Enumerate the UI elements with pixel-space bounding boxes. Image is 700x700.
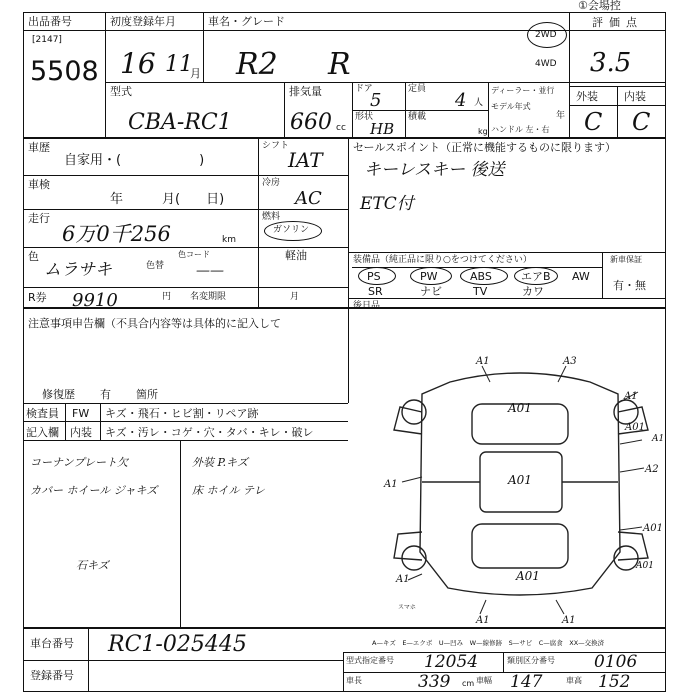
ac-value: AC: [295, 188, 322, 209]
equip-airbag: エアB: [521, 270, 551, 283]
dmg-label-9: A1: [384, 479, 398, 490]
color-value: ムラサキ: [44, 260, 112, 280]
km: km: [222, 235, 236, 245]
cc: cc: [336, 123, 346, 133]
kg: kg: [478, 127, 488, 136]
vin-label: 車台番号: [30, 637, 74, 650]
drive-2wd: 2WD: [535, 30, 557, 40]
first-reg-year: 16: [120, 47, 156, 80]
car-grade: R: [328, 47, 351, 82]
top-note: ①会場控: [578, 0, 621, 12]
length-label: 車長: [346, 676, 362, 685]
repair-value: 有: [100, 388, 111, 401]
dmg-label-13: A1: [476, 615, 490, 626]
handwritten-note-4: 床 ホイル テレ: [192, 484, 265, 497]
eval-label: 評価点: [592, 16, 643, 29]
title-change-label: 名変期限: [190, 292, 227, 302]
dmg-label-10: A01: [643, 523, 663, 534]
ac-label: 冷房: [262, 178, 281, 188]
lot-label: 出品番号: [28, 15, 72, 28]
dmg-label-1: A1: [476, 356, 490, 367]
dmg-label-7: A2: [645, 464, 659, 475]
dmg-label-15: A1: [562, 615, 576, 626]
month-unit: 月: [190, 67, 201, 80]
equipment-label: 装備品（純正品に限り○をつけてください）: [353, 255, 532, 265]
dmg-label-11: A01: [516, 569, 540, 583]
fuel-label: 燃料: [262, 212, 281, 222]
new-warranty-label: 新車保証: [610, 255, 642, 264]
caution-label: 注意事項申告欄（不具合内容等は具体的に記入して: [28, 317, 281, 330]
color-code-label: 色コード: [178, 250, 210, 259]
handwritten-note-1: コーナンプレート欠: [30, 456, 129, 469]
color-label: 色: [28, 250, 39, 263]
interior-grade: C: [632, 108, 651, 136]
recycle-value: 9910: [72, 290, 118, 311]
entry-label: 記入欄: [26, 426, 59, 439]
equip-leather: カワ: [522, 285, 544, 298]
inspection-label: 車検: [28, 178, 50, 191]
equip-tv: TV: [473, 285, 488, 298]
model-label: 型式: [110, 85, 132, 98]
vin-value: RC1-025445: [108, 632, 247, 657]
eval-score: 3.5: [590, 48, 632, 78]
class-num-value: 0106: [594, 652, 638, 672]
title-change-unit: 月: [290, 292, 300, 302]
dmg-label-4: A01: [508, 401, 532, 415]
height-value: 152: [598, 672, 631, 692]
selling-point-2: ETC付: [360, 194, 414, 214]
fw-label: FW: [72, 407, 90, 420]
handwritten-note-3: カバー ホイール ジャキズ: [30, 484, 158, 497]
repair-suffix: 箇所: [136, 388, 158, 401]
handwritten-note-2: 外装 P.キズ: [192, 456, 248, 469]
selling-point-1: キーレスキー 後送: [364, 160, 505, 180]
reg-label: 登録番号: [30, 669, 74, 682]
width-value: 147: [510, 672, 543, 692]
fuel-gas: ガソリン: [273, 225, 310, 235]
fuel-diesel: 軽油: [285, 249, 307, 262]
first-reg-label: 初度登録年月: [110, 15, 176, 28]
door-label: ドア: [355, 84, 373, 94]
dmg-label-12: A1: [396, 574, 410, 585]
inspection-value: 年 月( 日): [110, 192, 225, 207]
equip-pw: PW: [420, 270, 438, 283]
door-value: 5: [370, 90, 382, 111]
shift-label: シフト: [262, 141, 290, 151]
interior-label: 内装: [624, 90, 646, 103]
mileage-label: 走行: [28, 212, 50, 225]
drive-4wd: 4WD: [535, 59, 557, 69]
rear-items-label: 後日品: [353, 301, 381, 311]
inspector-label: 検査員: [26, 407, 59, 420]
warranty-value: 有・無: [613, 279, 646, 292]
shape-value: HB: [370, 120, 395, 138]
capacity-value: 4: [455, 90, 467, 111]
model-year-label: モデル年式: [491, 102, 531, 111]
handwritten-note-5: 石キズ: [76, 559, 109, 572]
exterior-grade: C: [584, 108, 603, 136]
diagram-small-label: スマホ: [398, 604, 416, 611]
dmg-label-2: A3: [563, 356, 577, 367]
type-num-value: 12054: [424, 652, 479, 672]
equip-abs: ABS: [470, 270, 492, 283]
dmg-label-14: A01: [636, 561, 654, 571]
displacement-label: 排気量: [289, 85, 322, 98]
capacity-label: 定員: [408, 84, 427, 94]
history-label: 車歴: [28, 141, 50, 154]
selling-points-label: セールスポイント（正常に機能するものに限ります）: [353, 141, 617, 154]
class-num-label: 類別区分番号: [507, 656, 555, 665]
car-name-label: 車名・グレード: [208, 15, 285, 28]
lot-sub: [2147]: [32, 35, 62, 45]
height-label: 車高: [566, 676, 582, 685]
shift-value: IAT: [288, 148, 323, 172]
interior-items: キズ・汚レ・コゲ・穴・タバ・キレ・破レ: [105, 426, 314, 439]
model-value: CBA-RC1: [128, 110, 232, 135]
dmg-label-6: A1: [652, 434, 665, 444]
dmg-label-8: A01: [508, 473, 532, 487]
dmg-label-3: A1: [624, 391, 638, 402]
repair-label: 修復歴: [42, 388, 75, 401]
dmg-label-5: A01: [625, 422, 645, 433]
recycle-label: R券: [28, 291, 47, 304]
displacement-value: 660: [290, 110, 332, 135]
exterior-label: 外装: [576, 90, 598, 103]
length-value: 339: [418, 672, 451, 692]
car-name: R2: [236, 47, 278, 82]
damage-legend: A—キズ E—エクボ U—凹み W—線修跡 S—サビ C—腐食 XX—交換済: [372, 639, 605, 647]
type-num-label: 型式指定番号: [346, 656, 394, 665]
dealer-label: ディーラー・並行: [491, 86, 555, 95]
length-unit: cm: [462, 679, 475, 688]
equip-aw: AW: [572, 270, 590, 283]
handle-label: ハンドル 左・右: [491, 125, 550, 134]
yen: 円: [162, 292, 172, 302]
shape-label: 形状: [355, 112, 374, 122]
lot-number: 5508: [30, 56, 99, 87]
first-reg-month: 11: [165, 52, 193, 77]
year-unit: 年: [556, 111, 566, 121]
equip-ps: PS: [367, 270, 381, 283]
width-label: 車幅: [476, 676, 492, 685]
color-code-value: ——: [196, 263, 224, 279]
equip-sr: SR: [368, 285, 383, 298]
mileage-value: 6万0千256: [62, 222, 171, 246]
capacity-unit: 人: [474, 98, 484, 108]
equip-navi: ナビ: [420, 285, 442, 298]
load-label: 積載: [408, 112, 427, 122]
fw-items: キズ・飛石・ヒビ割・リペア跡: [105, 407, 259, 420]
history-value: 自家用・( ): [64, 153, 205, 168]
color-swap-label: 色替: [146, 261, 165, 271]
interior-row-label: 内装: [70, 426, 92, 439]
